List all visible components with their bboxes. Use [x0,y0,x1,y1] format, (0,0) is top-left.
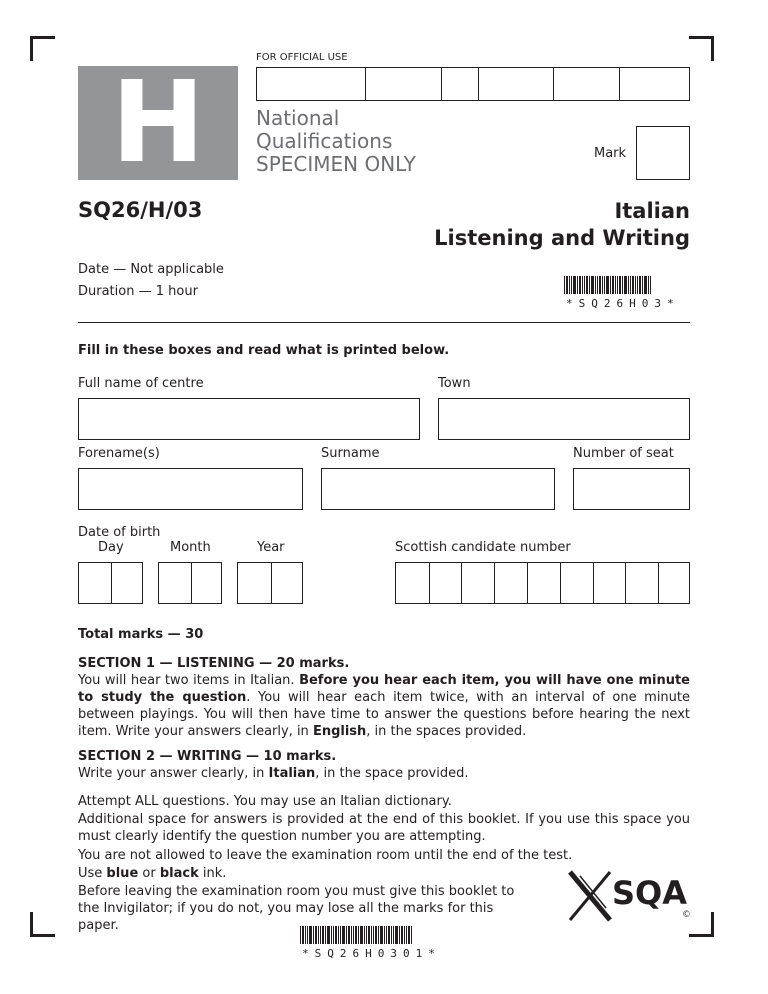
crop-mark-top-left [30,36,55,61]
section-1-text: You will hear two items in Italian. Before you hear each item, you will have one minute to study the question. You will hear each item twice, with an interval of one minute between playings. You will then have time to answer the questions before hearing the next item. Write your answers clearly, in English, in the spaces provided. [78,673,691,739]
crop-mark-bottom-left [30,912,55,937]
forename-label: Forename(s) [78,446,160,461]
brand-line-1: National [256,106,340,130]
brand-line-3: SPECIMEN ONLY [256,152,416,176]
header-divider [78,322,690,323]
dob-month-field[interactable] [158,562,222,604]
official-use-boxes [256,67,690,101]
centre-label: Full name of centre [78,376,204,391]
section-2-block [78,748,690,782]
year-label: Year [257,540,285,555]
surname-field[interactable] [321,468,555,510]
month-label: Month [170,540,211,555]
official-use-label: FOR OFFICIAL USE [256,52,348,63]
mark-label: Mark [594,146,627,161]
top-barcode [564,276,690,294]
exam-duration: Duration — 1 hour [78,284,198,299]
dob-day-field[interactable] [78,562,143,604]
forename-field[interactable] [78,468,303,510]
national-qualifications-text [256,107,416,176]
form-instruction: Fill in these boxes and read what is printed below. [78,343,450,358]
crop-mark-bottom-right [689,912,714,937]
seat-label: Number of seat [573,446,674,461]
exam-date: Date — Not applicable [78,262,224,277]
section-2-heading: SECTION 2 — WRITING — 10 marks. [78,749,337,764]
exam-title [434,198,690,252]
section-1-block [78,655,690,740]
ink-text: Use blue or black ink. [78,866,227,881]
subject-title: Italian [614,199,690,223]
section-1-heading: SECTION 1 — LISTENING — 20 marks. [78,656,350,671]
town-label: Town [438,376,471,391]
scn-label: Scottish candidate number [395,540,571,555]
town-field[interactable] [438,398,690,440]
mark-box[interactable] [636,126,690,180]
sqa-logo-text: SQA [612,874,688,912]
additional-space-text: Additional space for answers is provided at the end of this booklet. If you use this space you must clearly identify the question number you are attempting. [78,812,690,844]
total-marks: Total marks — 30 [78,627,204,642]
dob-year-field[interactable] [237,562,303,604]
bottom-barcode-text: *SQ26H0301* [302,947,441,960]
top-barcode-text: *SQ26H03* [566,297,680,310]
centre-name-field[interactable] [78,398,420,440]
sqa-saltire-icon [566,868,614,924]
not-allowed-text: You are not allowed to leave the examination room until the end of the test. [78,848,573,863]
bottom-barcode [300,926,466,944]
seat-number-field[interactable] [573,468,690,510]
brand-line-2: Qualifications [256,129,393,153]
level-logo-letter: H [111,58,205,188]
candidate-number-field[interactable] [395,562,690,604]
day-label: Day [98,540,124,555]
section-2-text: Write your answer clearly, in Italian, in the space provided. [78,766,469,781]
attempt-text: Attempt ALL questions. You may use an Italian dictionary. [78,794,452,809]
exam-code: SQ26/H/03 [78,198,203,222]
surname-label: Surname [321,446,380,461]
dob-label: Date of birth [78,525,161,540]
copyright-symbol: © [682,910,691,920]
crop-mark-top-right [689,36,714,61]
before-leaving-text: Before leaving the examination room you must give this booklet to the Invigilator; if you do not, you may lose all the marks for this paper. [78,884,515,933]
paper-title: Listening and Writing [434,226,690,250]
sqa-logo [566,868,691,924]
